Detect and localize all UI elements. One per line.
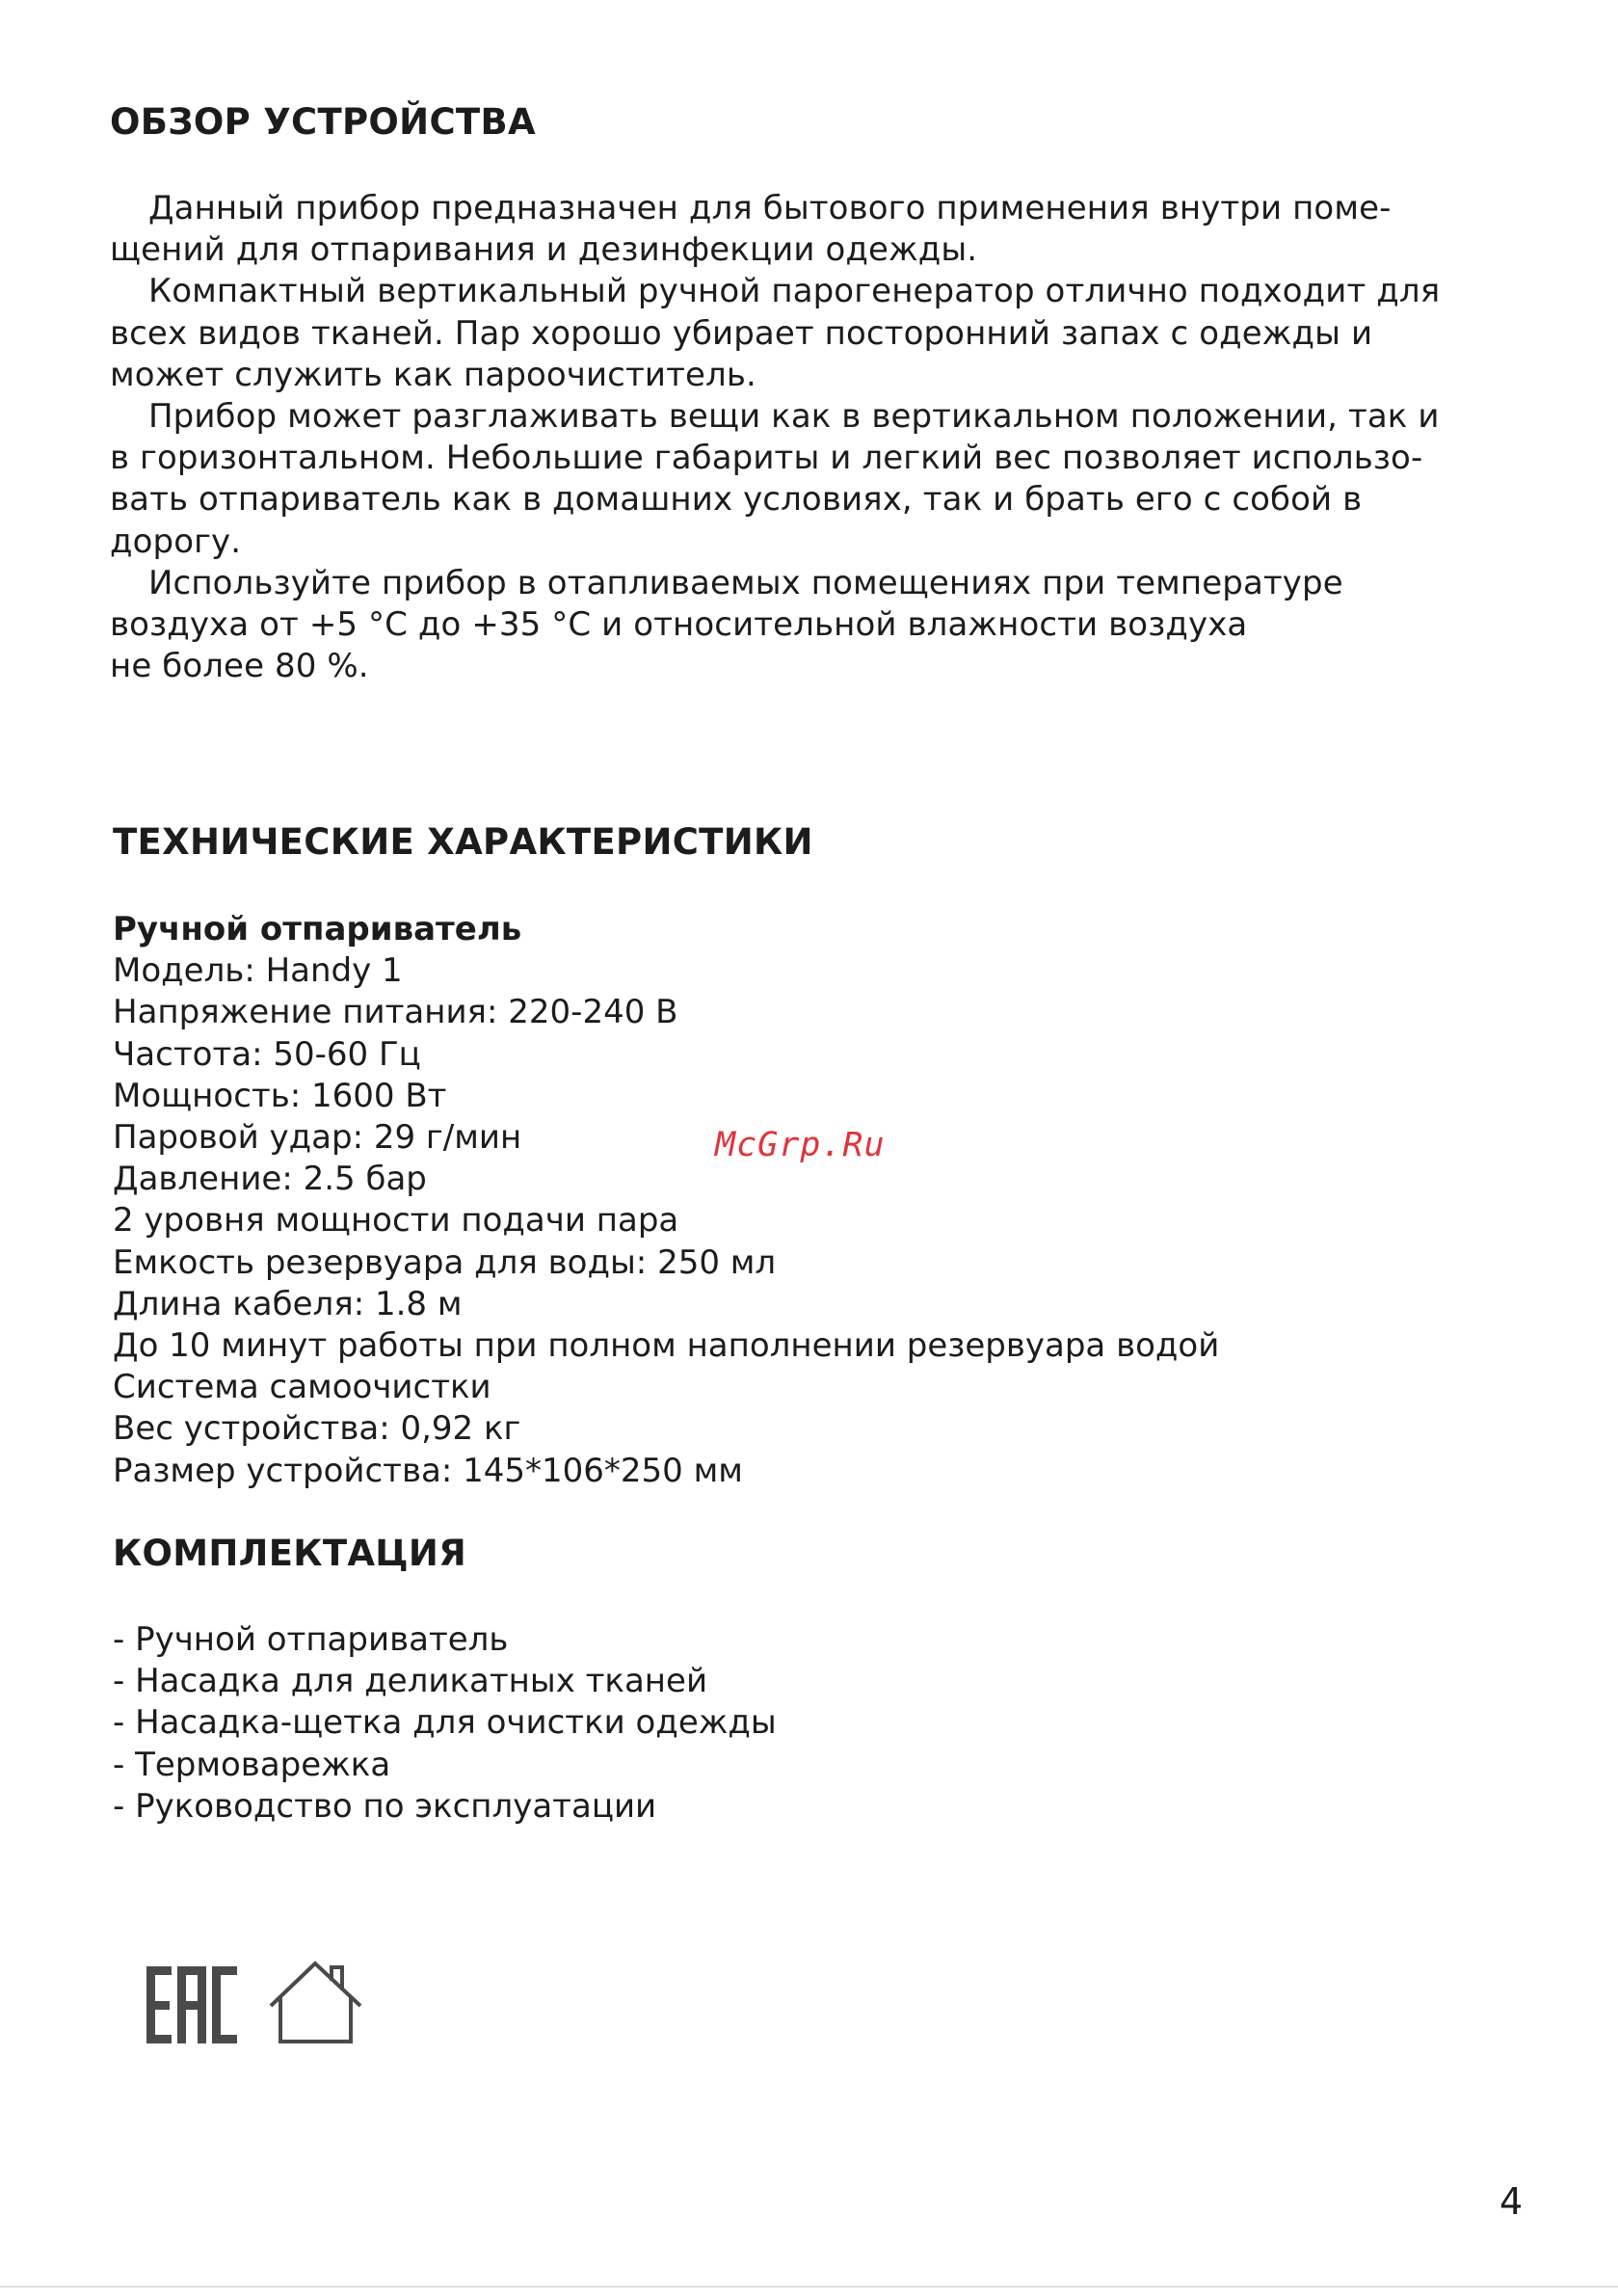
home-use-icon (271, 1963, 360, 2042)
overview-line: вать отпариватель как в домашних условиях, так и брать его с собой в (110, 480, 1363, 520)
overview-body (110, 188, 1507, 687)
spec-item: Вес устройства: 0,92 кг (113, 1409, 521, 1449)
kit-item: - Насадка для деликатных тканей (113, 1662, 708, 1701)
spec-item: Емкость резервуара для воды: 250 мл (113, 1242, 777, 1282)
overview-line: Данный прибор предназначен для бытового применения внутри поме- (148, 189, 1392, 227)
certification-marks (143, 1952, 374, 2048)
overview-line: не более 80 %. (110, 647, 369, 686)
spec-item: Модель: Handy 1 (113, 951, 403, 991)
specs-list (113, 909, 1219, 1492)
overview-line: Используйте прибор в отапливаемых помещениях при температуре (148, 563, 1343, 602)
overview-line: воздуха от +5 °С до +35 °С и относительной влажности воздуха (110, 605, 1248, 645)
spec-item: Длина кабеля: 1.8 м (113, 1284, 463, 1323)
spec-item: Паровой удар: 29 г/мин (113, 1118, 522, 1158)
spec-item: Частота: 50-60 Гц (113, 1034, 421, 1074)
spec-item: Размер устройства: 145*106*250 мм (113, 1451, 743, 1490)
spec-item: 2 уровня мощности подачи пара (113, 1201, 679, 1241)
overview-line: может служить как пароочиститель. (110, 355, 756, 394)
overview-line: в горизонтальном. Небольшие габариты и легкий вес позволяет использо- (110, 439, 1423, 478)
kit-item: - Термоварежка (113, 1745, 391, 1784)
overview-line: щений для отпаривания и дезинфекции одежды. (110, 230, 978, 270)
specs-title: ТЕХНИЧЕСКИЕ ХАРАКТЕРИСТИКИ (113, 821, 813, 863)
spec-item: Мощность: 1600 Вт (113, 1076, 447, 1115)
overview-line: Прибор может разглаживать вещи как в вертикальном положении, так и (148, 397, 1440, 437)
overview-line: дорогу. (110, 521, 242, 561)
specs-heading: Ручной отпариватель (113, 910, 522, 948)
overview-line: всех видов тканей. Пар хорошо убирает посторонний запах с одежды и (110, 313, 1373, 353)
kit-title: КОМПЛЕКТАЦИЯ (113, 1533, 466, 1574)
spec-item: Давление: 2.5 бар (113, 1160, 427, 1199)
overview-line: Компактный вертикальный ручной парогенератор отлично подходит для (148, 272, 1441, 311)
spec-item: Напряжение питания: 220-240 В (113, 993, 678, 1032)
kit-item: - Ручной отпариватель (113, 1620, 509, 1659)
marks-svg (143, 1952, 374, 2048)
overview-title: ОБЗОР УСТРОЙСТВА (110, 101, 536, 143)
kit-list (113, 1619, 777, 1828)
spec-item: Система самоочистки (113, 1368, 491, 1407)
kit-item: - Насадка-щетка для очистки одежды (113, 1703, 777, 1743)
spec-item: До 10 минут работы при полном наполнении резервуара водой (113, 1326, 1220, 1366)
page-bottom-divider (0, 2286, 1618, 2287)
page-number: 4 (1499, 2180, 1524, 2223)
watermark: McGrp.Ru (715, 1126, 886, 1164)
eac-mark-icon (146, 1966, 237, 2043)
kit-item: - Руководство по эксплуатации (113, 1786, 657, 1826)
